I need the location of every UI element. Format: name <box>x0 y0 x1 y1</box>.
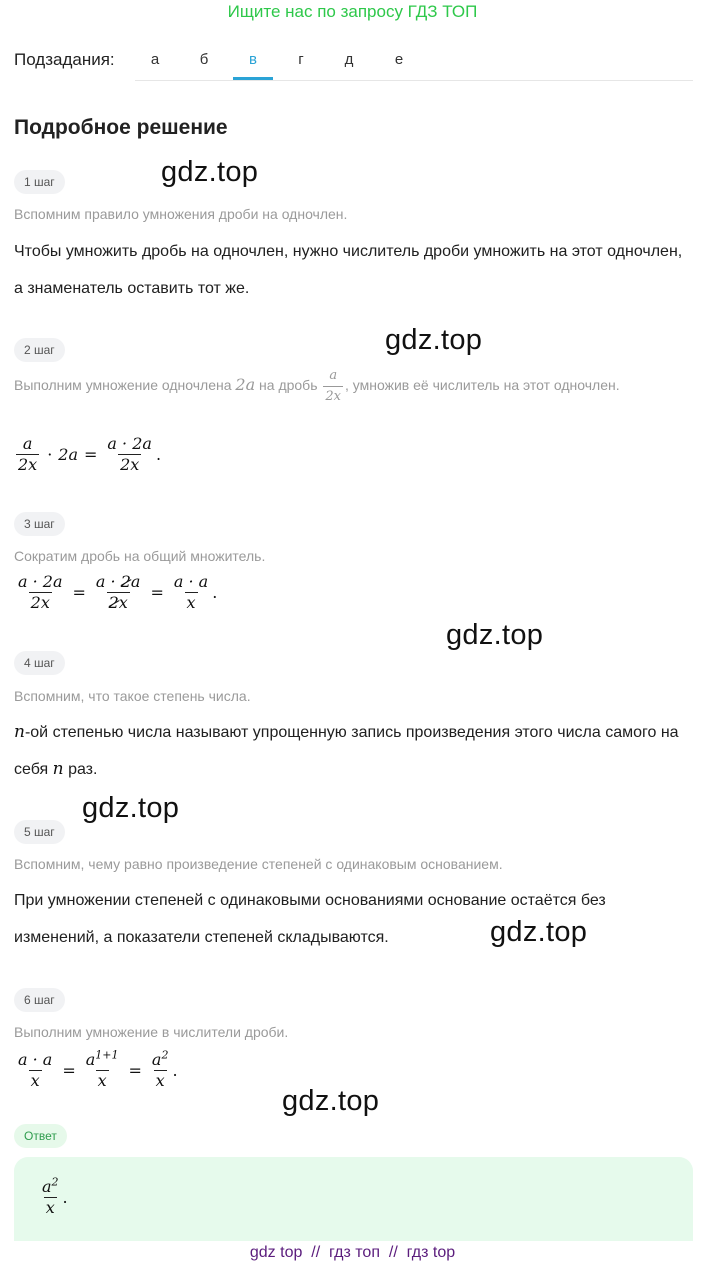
step-hint: Вспомним правило умножения дроби на одночлен. <box>14 206 348 222</box>
answer-formula: $\frac{a^2}{x}$ . <box>42 1175 68 1217</box>
step-hint: Вспомним, что такое степень числа. <box>14 688 251 704</box>
step-hint: Вспомним, чему равно произведение степеней с одинаковым основанием. <box>14 856 503 872</box>
formula-step6: $\frac{a \cdot a}{x}$ = $\frac{a^{1+1}}{x}$ = $\frac{a^2}{x}$ . <box>18 1048 178 1090</box>
step-text: Чтобы умножить дробь на одночлен, нужно числитель дроби умножить на этот одночлен, а знаменатель оставить тот же. <box>14 243 683 297</box>
step-badge: 6 шаг <box>14 988 65 1012</box>
formula-step3: $\frac{a \cdot 2a}{2x}$ = $\frac{a \cdot 2a}{2x}$ = $\frac{a \cdot a}{x}$ . <box>18 572 218 612</box>
watermark: gdz.top <box>385 324 483 356</box>
tab-b[interactable]: б <box>199 51 209 68</box>
watermark: gdz.top <box>446 619 544 651</box>
tab-g[interactable]: г <box>298 51 304 68</box>
watermark: gdz.top <box>490 916 588 948</box>
watermark: gdz.top <box>282 1085 380 1117</box>
tab-e[interactable]: е <box>394 51 404 68</box>
tab-a[interactable]: а <box>150 51 160 68</box>
step-badge: 4 шаг <box>14 651 65 675</box>
footer-links[interactable]: gdz top // гдз топ // гдз top <box>249 1244 456 1261</box>
watermark: gdz.top <box>161 156 259 188</box>
tab-v[interactable]: в <box>233 44 273 80</box>
answer-box <box>14 1157 693 1241</box>
step-badge: 3 шаг <box>14 512 65 536</box>
subtasks-label: Подзадания: <box>14 50 115 69</box>
subtask-tabs <box>135 44 693 81</box>
step-badge: 2 шаг <box>14 338 65 362</box>
solution-heading: Подробное решение <box>14 116 228 139</box>
step-hint: Выполним умножение в числители дроби. <box>14 1024 289 1040</box>
tab-d[interactable]: д <box>344 51 354 68</box>
watermark: gdz.top <box>82 792 180 824</box>
step-hint: Выполним умножение одночлена 2a на дробь $\frac{a}{2x}$ , умножив её числитель на этот одночлен. <box>14 366 674 407</box>
step-badge: 1 шаг <box>14 170 65 194</box>
formula-step2: $\frac{a}{2x}$ · 2a = $\frac{a \cdot 2a}{2x}$ . <box>18 434 162 474</box>
step-text: n-ой степенью числа называют упрощенную запись произведения этого числа самого на себя n раз. <box>14 722 679 779</box>
search-banner: Ищите нас по запросу ГДЗ ТОП <box>227 2 478 21</box>
step-hint: Сократим дробь на общий множитель. <box>14 548 266 564</box>
step-badge: 5 шаг <box>14 820 65 844</box>
step-text: При умножении степеней с одинаковыми основаниями основание остаётся без изменений, а показатели степеней складываются. <box>14 892 606 946</box>
answer-badge: Ответ <box>14 1124 67 1148</box>
